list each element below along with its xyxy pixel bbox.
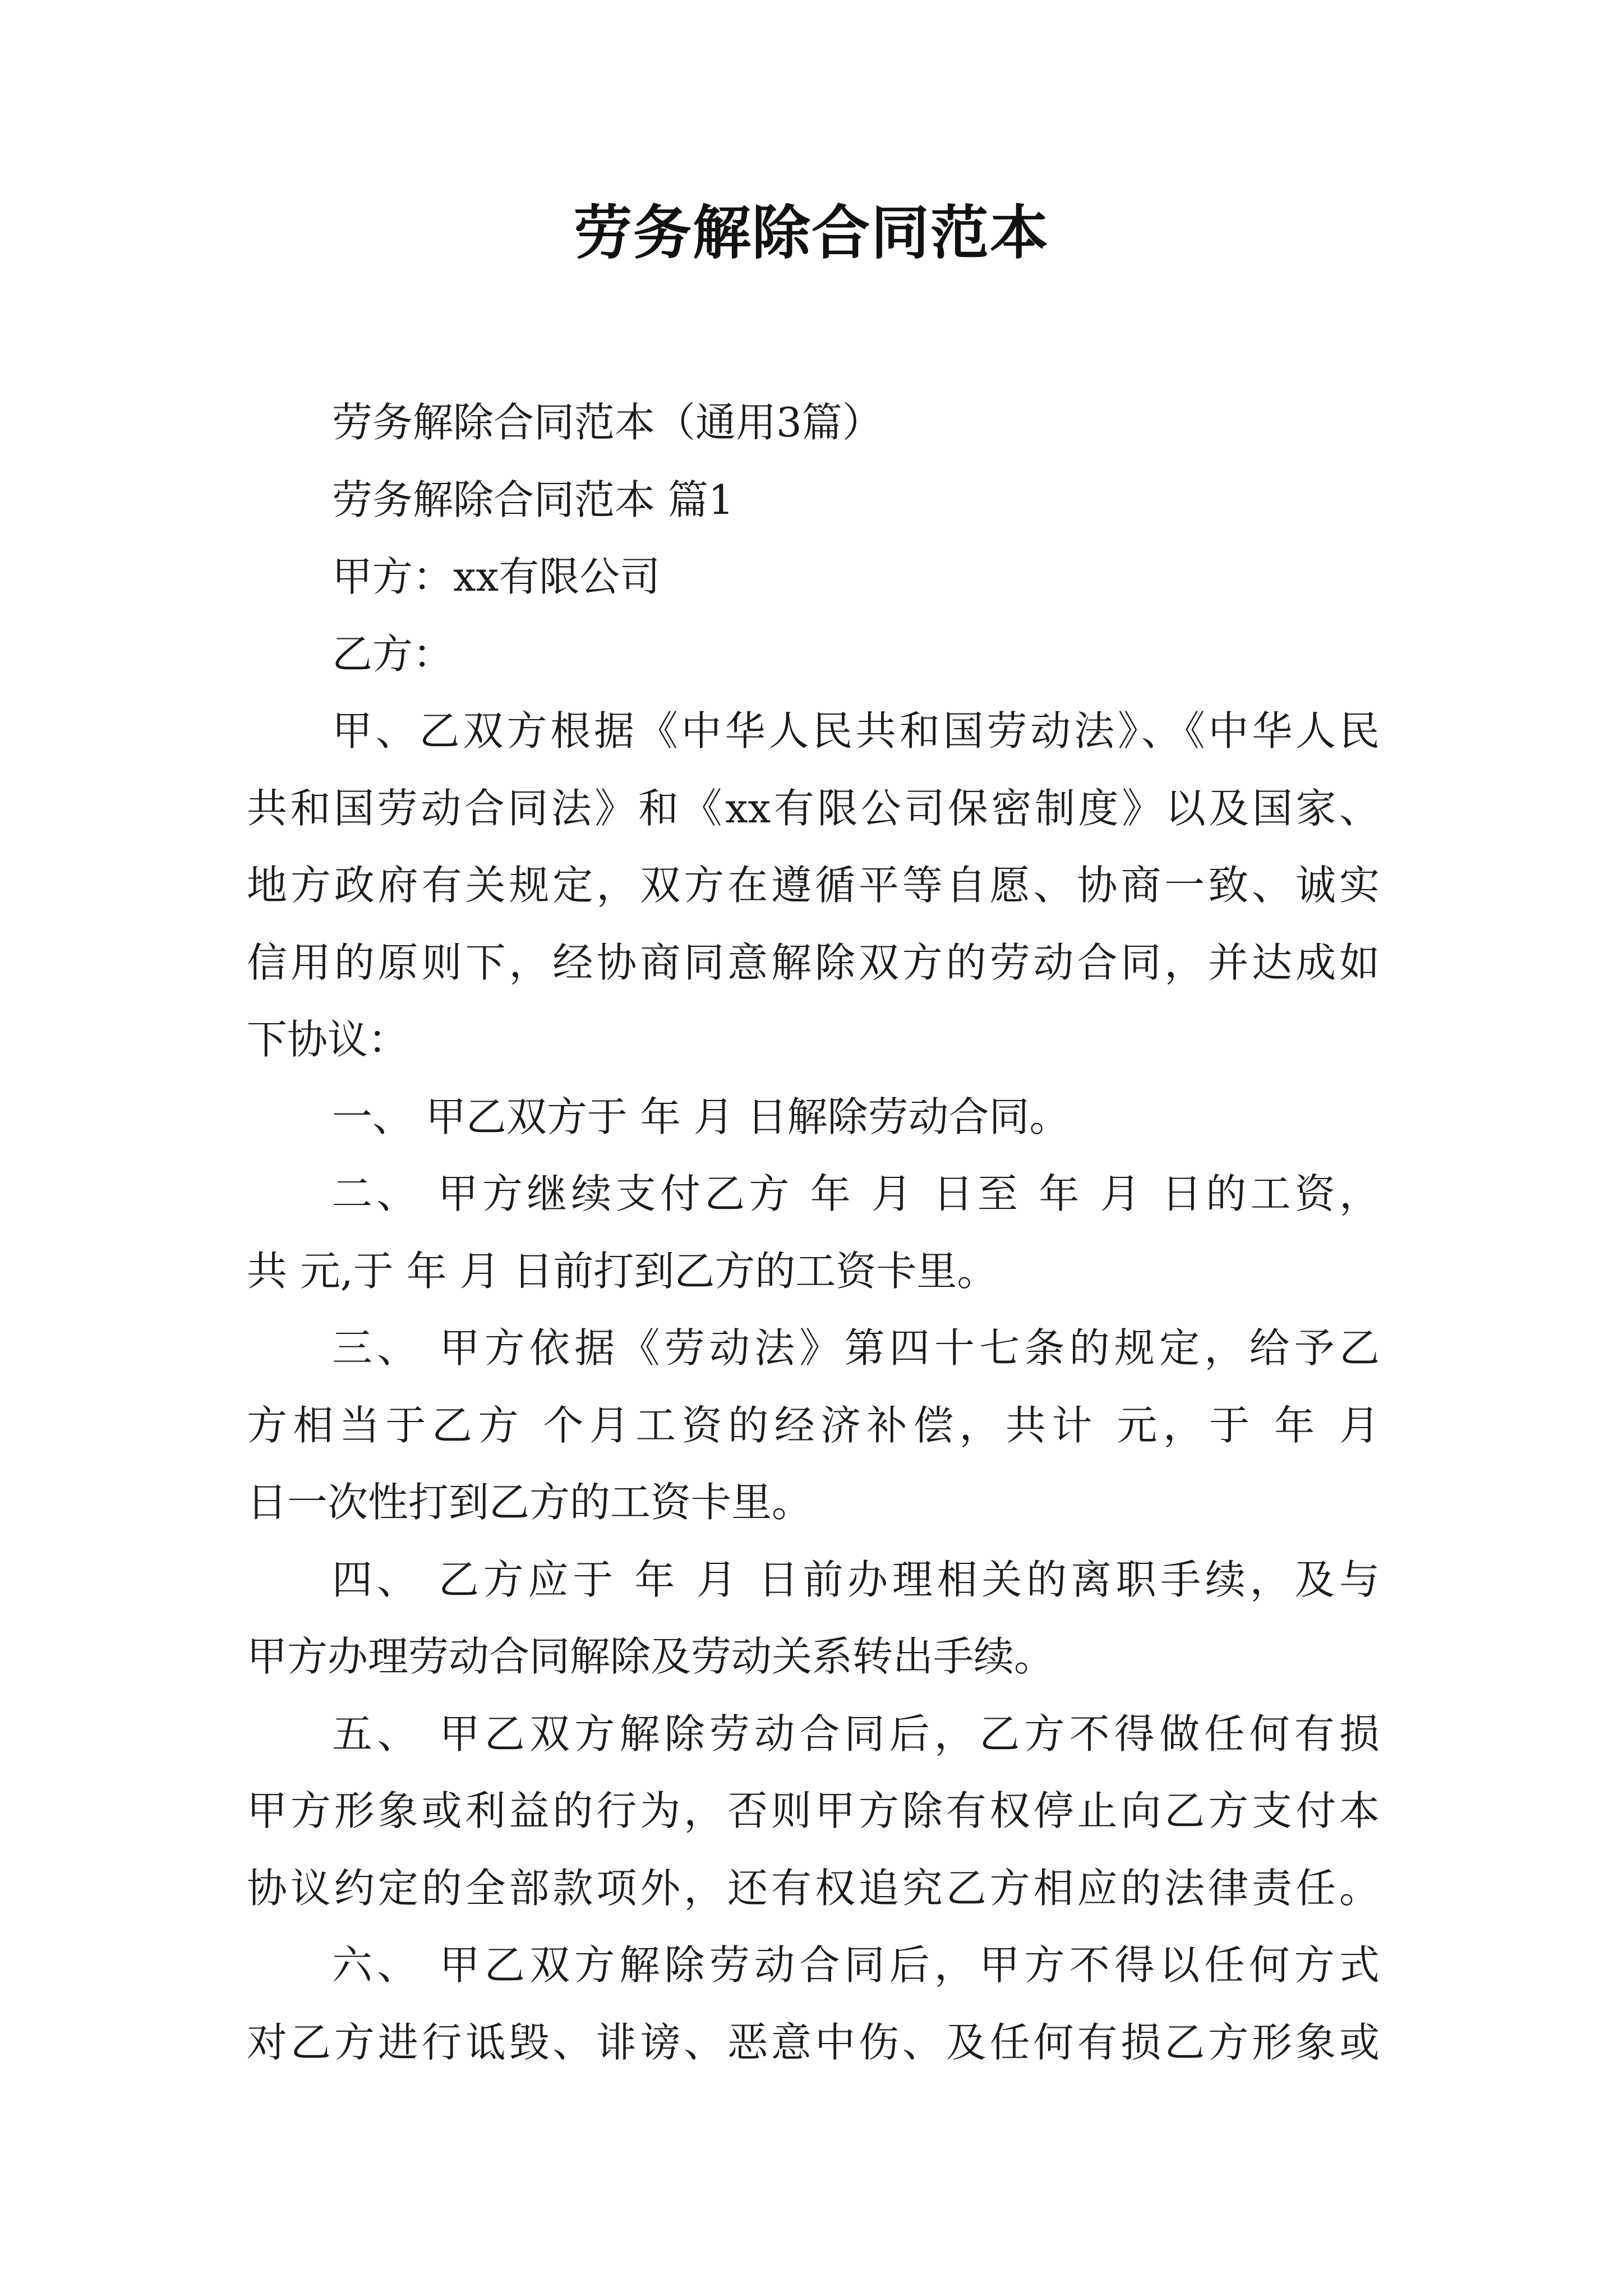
body-line: 甲方办理劳动合同解除及劳动关系转出手续。 [247,1633,1055,1680]
body-line: 共 元,于 年 月 日前打到乙方的工资卡里。 [247,1247,998,1295]
body-line: 下协议： [247,1016,409,1063]
body-line: 日一次性打到乙方的工资卡里。 [247,1479,813,1526]
body-line: 甲、乙双方根据《中华人民共和国劳动法》、《中华人民 [332,707,1380,754]
body-line: 五、 甲乙双方解除劳动合同后，乙方不得做任何有损 [332,1710,1380,1757]
body-line: 六、 甲乙双方解除劳动合同后，甲方不得以任何方式 [332,1941,1380,1989]
body-line: 二、 甲方继续支付乙方 年 月 日至 年 月 日的工资， [332,1170,1380,1217]
body-line: 对乙方进行诋毁、诽谤、恶意中伤、及任何有损乙方形象或 [247,2018,1380,2066]
body-line: 甲方：xx有限公司 [332,553,661,600]
body-line: 共和国劳动合同法》和《xx有限公司保密制度》以及国家、 [247,784,1380,832]
body-line: 一、 甲乙双方于 年 月 日解除劳动合同。 [332,1093,1070,1140]
body-line: 三、 甲方依据《劳动法》第四十七条的规定，给予乙 [332,1324,1380,1372]
document-title: 劳务解除合同范本 [573,199,1049,267]
body-line: 地方政府有关规定，双方在遵循平等自愿、协商一致、诚实 [247,862,1380,909]
body-line: 甲方形象或利益的行为，否则甲方除有权停止向乙方支付本 [247,1787,1380,1834]
document-body [247,384,1380,2081]
body-line: 劳务解除合同范本 篇1 [332,476,734,523]
body-line: 四、 乙方应于 年 月 日前办理相关的离职手续，及与 [332,1556,1380,1603]
body-line: 方相当于乙方 个月工资的经济补偿，共计 元，于 年 月 [247,1401,1380,1449]
body-line: 协议约定的全部款项外，还有权追究乙方相应的法律责任。 [247,1864,1380,1912]
body-line: 乙方： [332,630,454,678]
body-line: 劳务解除合同范本（通用3篇） [332,399,883,446]
body-line: 信用的原则下，经协商同意解除双方的劳动合同，并达成如 [247,938,1380,986]
